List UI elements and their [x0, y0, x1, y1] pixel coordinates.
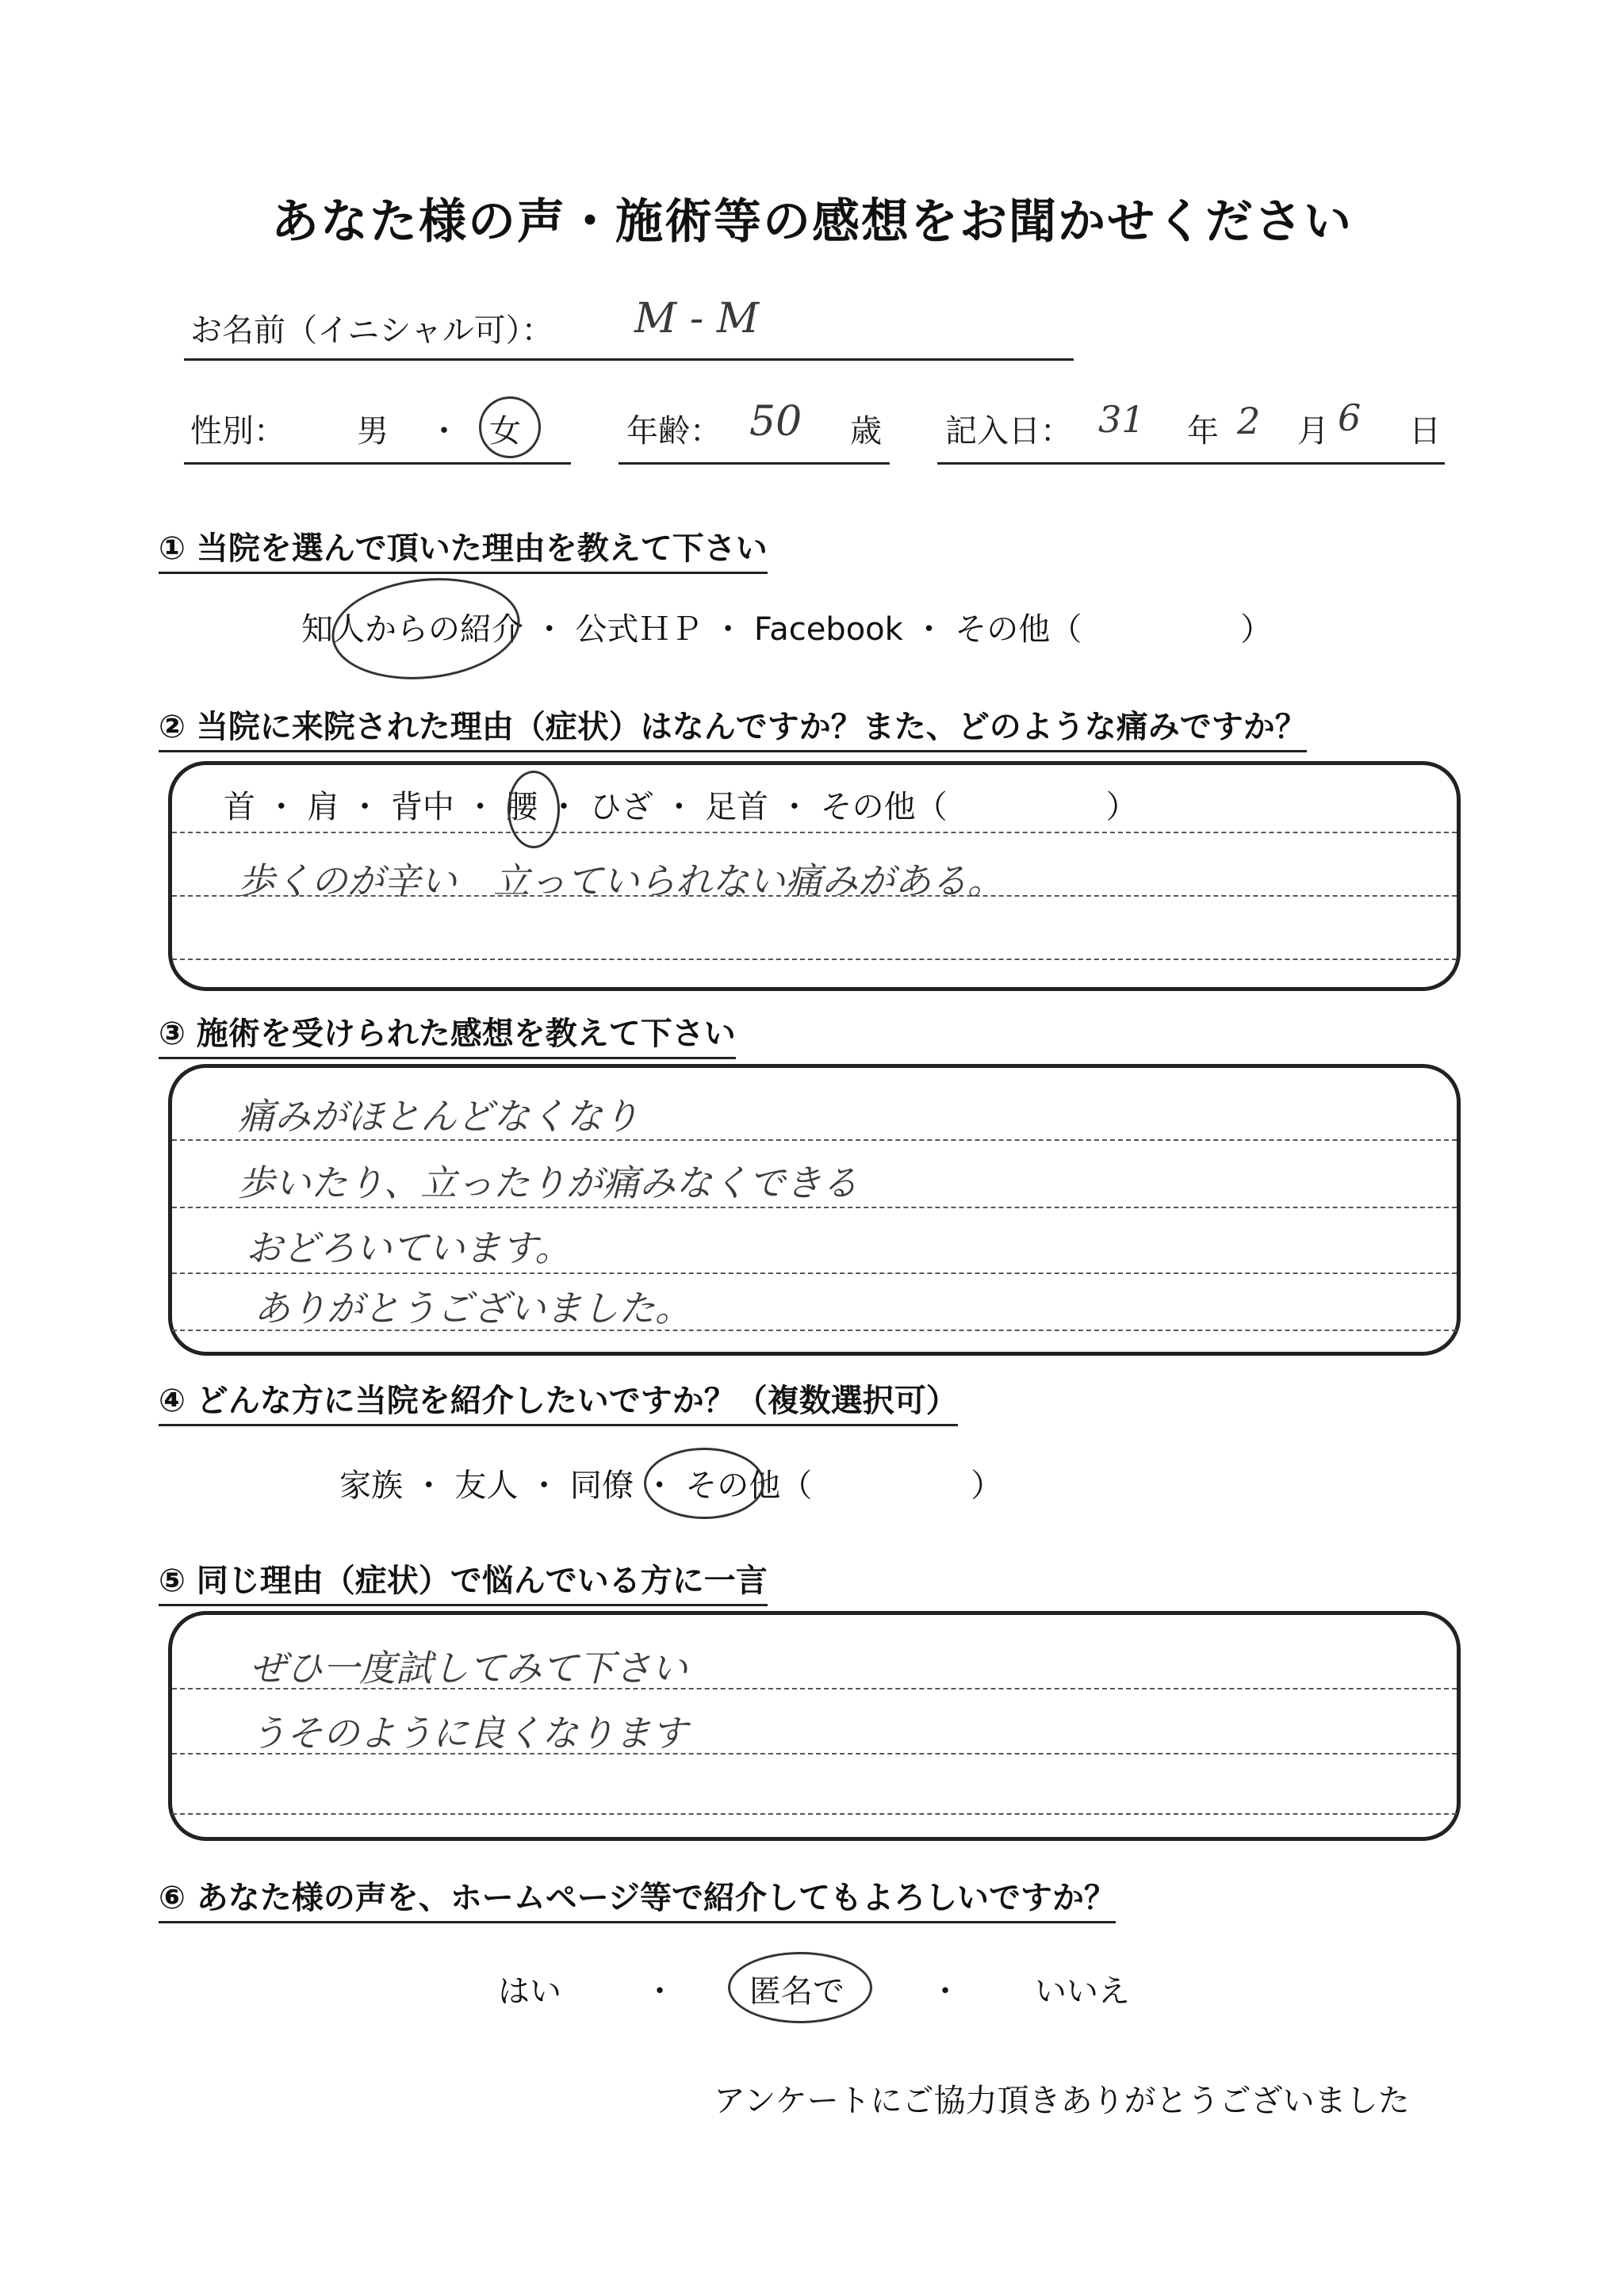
age-label: 年齢： [626, 413, 722, 450]
q4-selection-circle [644, 1448, 764, 1519]
q1-question: ① 当院を選んで頂いた理由を教えて下さい [159, 523, 768, 574]
gender-female: 女 [489, 413, 521, 450]
date-label: 記入日： [945, 413, 1072, 450]
q6-anonymous: 匿名で [749, 1973, 845, 2010]
q5-answer-line-1: ぜひ一度試してみて下さい [250, 1647, 688, 1689]
name-label: お名前（イニシャル可）： [190, 312, 553, 349]
q6-sep-1: ・ [644, 1973, 676, 2010]
date-day-unit: 日 [1409, 413, 1441, 450]
name-underline [184, 358, 1074, 361]
date-month-unit: 月 [1297, 413, 1329, 450]
q2-answer-line-1: 歩くのが辛い 立っていられない痛みがある。 [238, 859, 1004, 902]
date-month: 2 [1237, 400, 1261, 442]
q6-question: ⑥ あなた様の声を、ホームページ等で紹介してもよろしいですか？ [159, 1873, 1116, 1923]
q2-options: 首 ・ 肩 ・ 背中 ・ 腰 ・ ひざ ・ 足首 ・ その他（ ） [224, 789, 1138, 825]
thanks-message: アンケートにご協力頂きありがとうございました [714, 2083, 1410, 2119]
date-year: 31 [1098, 398, 1145, 441]
q3-answer-line-4: ありがとうございました。 [254, 1287, 691, 1330]
q5-answer-line-2: うそのように良くなります [250, 1712, 688, 1755]
q1-options: 知人からの紹介 ・ 公式ＨＰ ・ Facebook ・ その他（ ） [301, 611, 1273, 648]
q2-question: ② 当院に来院された理由（症状）はなんですか？また、どのような痛みですか？ [159, 702, 1307, 752]
q3-question: ③ 施術を受けられた感想を教えて下さい [159, 1008, 736, 1059]
q6-no: いいえ [1035, 1973, 1130, 2010]
q3-answer-line-3: おどろいています。 [246, 1226, 572, 1269]
q4-question: ④ どんな方に当院を紹介したいですか？（複数選択可） [159, 1376, 958, 1426]
gender-underline [184, 462, 571, 465]
q6-sep-2: ・ [929, 1973, 961, 2010]
name-value: M - M [634, 295, 760, 342]
gender-female-circle [479, 396, 541, 458]
q1-selection-circle [327, 569, 525, 688]
page-title: あなた様の声・施術等の感想をお聞かせください [271, 194, 1353, 250]
date-year-unit: 年 [1187, 413, 1219, 450]
q6-yes: はい [498, 1973, 561, 2010]
date-underline [937, 462, 1445, 465]
age-underline [619, 462, 890, 465]
gender-sep: ・ [428, 413, 460, 450]
age-value: 50 [749, 398, 802, 446]
gender-label: 性別： [190, 413, 285, 450]
age-unit: 歳 [850, 413, 882, 450]
q3-answer-line-2: 歩いたり、立ったりが痛みなくできる [238, 1161, 858, 1204]
q5-question: ⑤ 同じ理由（症状）で悩んでいる方に一言 [159, 1556, 768, 1606]
q3-answer-line-1: 痛みがほとんどなくなり [238, 1095, 639, 1138]
q4-options: 家族 ・ 友人 ・ 同僚 ・ その他（ ） [339, 1468, 1003, 1504]
q6-selection-circle [728, 1952, 872, 2023]
gender-male: 男 [357, 413, 389, 450]
date-day: 6 [1338, 396, 1362, 439]
q2-selection-circle [508, 771, 560, 848]
